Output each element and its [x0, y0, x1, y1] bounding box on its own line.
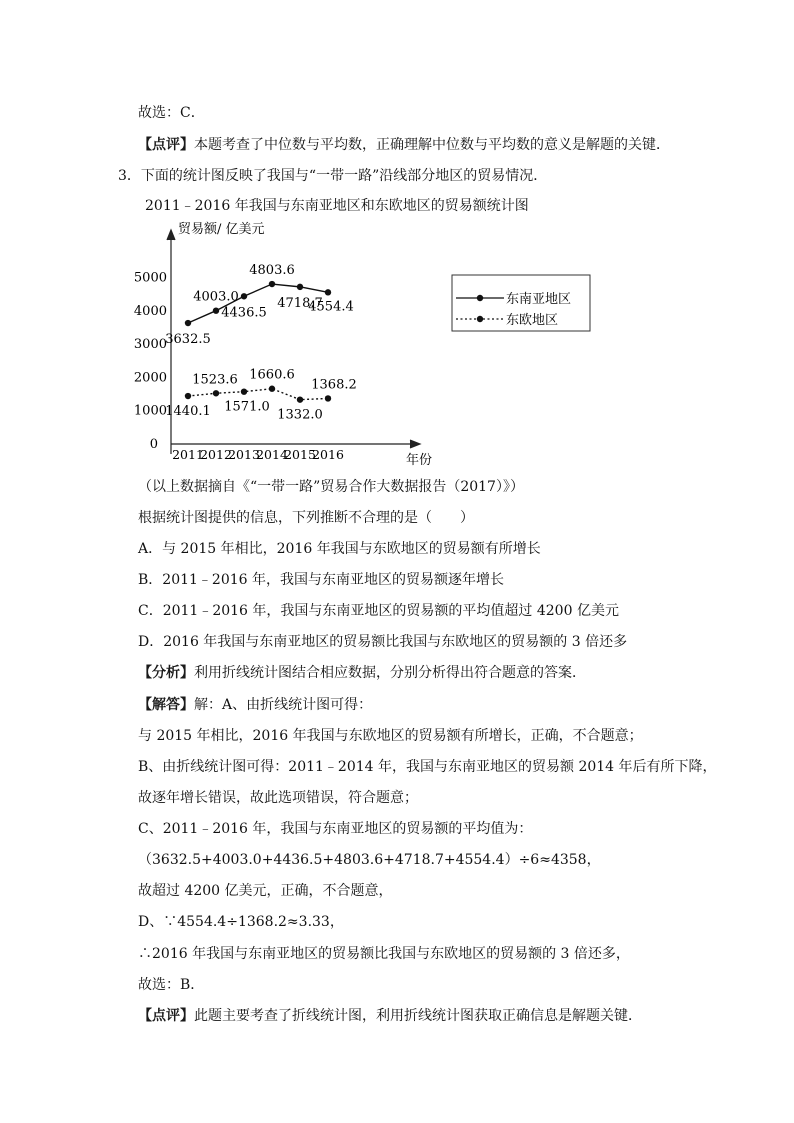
- option-c: C．2011﹣2016 年，我国与东南亚地区的贸易额的平均值超过 4200 亿美元: [138, 603, 619, 619]
- legend-label: 东南亚地区: [506, 292, 572, 307]
- legend-label: 东欧地区: [506, 313, 559, 328]
- x-tick-label: 2013: [228, 447, 260, 462]
- data-point: [213, 308, 219, 314]
- data-point: [269, 281, 275, 287]
- data-point: [185, 320, 191, 326]
- answer-line: 故选：C．: [138, 105, 205, 121]
- data-point: [241, 293, 247, 299]
- review-tag: 【点评】: [138, 1008, 194, 1024]
- x-tick-label: 2016: [312, 447, 344, 462]
- data-label: 4718.7: [277, 295, 323, 311]
- trade-line-chart: [133, 218, 600, 468]
- data-label: 1660.6: [249, 367, 295, 383]
- legend: [452, 275, 590, 331]
- question-stem: 3．下面的统计图反映了我国与“一带一路”沿线部分地区的贸易情况．: [118, 168, 548, 184]
- y-tick-label: 5000: [133, 270, 167, 286]
- review-line: [138, 1006, 642, 1026]
- solution-step-5: （3632.5+4003.0+4436.5+4803.6+4718.7+4554.4）÷6≈4358，: [138, 852, 601, 868]
- data-label: 4554.4: [308, 299, 354, 315]
- data-label: 4803.6: [249, 263, 295, 279]
- series-line: [188, 389, 328, 400]
- y-tick-labels: [134, 271, 167, 453]
- legend-marker: [477, 295, 483, 301]
- data-label: 3632.5: [165, 332, 211, 348]
- x-tick-labels: [172, 447, 344, 462]
- data-point: [213, 390, 219, 396]
- comment-text: 本题考查了中位数与平均数，正确理解中位数与平均数的意义是解题的关键．: [194, 137, 670, 153]
- x-tick-label: 2011: [172, 447, 204, 462]
- x-axis-title: 年份: [406, 453, 433, 468]
- data-point: [269, 386, 275, 392]
- option-b: B．2011﹣2016 年，我国与东南亚地区的贸易额逐年增长: [138, 572, 504, 588]
- solution-step-9: 故选：B．: [138, 977, 205, 993]
- data-point: [185, 393, 191, 399]
- option-d: D．2016 年我国与东南亚地区的贸易额比我国与东欧地区的贸易额的 3 倍还多: [138, 634, 628, 650]
- solution-step-4: C、2011﹣2016 年，我国与东南亚地区的贸易额的平均值为：: [138, 821, 533, 837]
- review-text: 此题主要考查了折线统计图，利用折线统计图获取正确信息是解题关键．: [194, 1008, 642, 1024]
- solution-step-8: ∴2016 年我国与东南亚地区的贸易额比我国与东欧地区的贸易额的 3 倍还多，: [138, 946, 630, 962]
- data-label: 1368.2: [311, 377, 357, 393]
- series-1: [165, 263, 354, 347]
- series-2: [165, 368, 357, 423]
- x-tick-label: 2014: [256, 447, 288, 462]
- solution-step-6: 故超过 4200 亿美元，正确，不合题意，: [138, 883, 393, 899]
- data-point: [325, 289, 331, 295]
- chart-svg: [133, 218, 600, 468]
- analysis-text: 利用折线统计图结合相应数据，分别分析得出符合题意的答案．: [194, 665, 586, 681]
- solution-line: [138, 695, 372, 715]
- solution-step-3: 故逐年增长错误，故此选项错误，符合题意；: [138, 790, 418, 806]
- y-tick-label: 4000: [133, 303, 167, 319]
- data-point: [241, 388, 247, 394]
- data-label: 1523.6: [192, 372, 238, 388]
- data-source: （以上数据摘自《“一带一路”贸易合作大数据报告（2017）》）: [138, 479, 524, 495]
- question-prompt: 根据统计图提供的信息，下列推断不合理的是（ ）: [138, 510, 474, 526]
- data-label: 4436.5: [221, 305, 267, 321]
- data-label: 1440.1: [165, 404, 211, 420]
- solution-text: 解：A、由折线统计图可得：: [194, 697, 373, 713]
- x-tick-label: 2015: [284, 447, 316, 462]
- legend-marker: [477, 316, 483, 322]
- y-axis-arrow: [167, 230, 175, 240]
- x-axis-arrow: [410, 440, 420, 448]
- data-label: 1571.0: [224, 399, 270, 415]
- y-tick-label: 0: [149, 437, 158, 452]
- data-point: [297, 284, 303, 290]
- data-label: 1332.0: [277, 407, 323, 423]
- option-a: A．与 2015 年相比，2016 年我国与东欧地区的贸易额有所增长: [138, 541, 541, 557]
- comment-line: [138, 135, 670, 155]
- solution-tag: 【解答】: [138, 697, 194, 713]
- y-tick-label: 3000: [133, 337, 167, 353]
- x-tick-label: 2012: [200, 447, 232, 462]
- y-tick-label: 1000: [133, 403, 167, 419]
- chart-title: 2011﹣2016 年我国与东南亚地区和东欧地区的贸易额统计图: [145, 198, 529, 214]
- analysis-tag: 【分析】: [138, 665, 194, 681]
- y-axis-title: 贸易额/ 亿美元: [178, 222, 265, 237]
- data-label: 4003.0: [193, 289, 239, 305]
- solution-step-1: 与 2015 年相比，2016 年我国与东欧地区的贸易额有所增长，正确，不合题意；: [138, 728, 643, 744]
- comment-tag: 【点评】: [138, 137, 194, 153]
- series-group: [165, 263, 357, 423]
- analysis-line: [138, 663, 586, 683]
- solution-step-2: B、由折线统计图可得：2011﹣2014 年，我国与东南亚地区的贸易额 2014 年后有所下降，: [138, 759, 717, 775]
- solution-step-7: D、∵4554.4÷1368.2≈3.33，: [138, 914, 344, 930]
- data-point: [325, 395, 331, 401]
- y-tick-label: 2000: [133, 370, 167, 386]
- data-point: [297, 396, 303, 402]
